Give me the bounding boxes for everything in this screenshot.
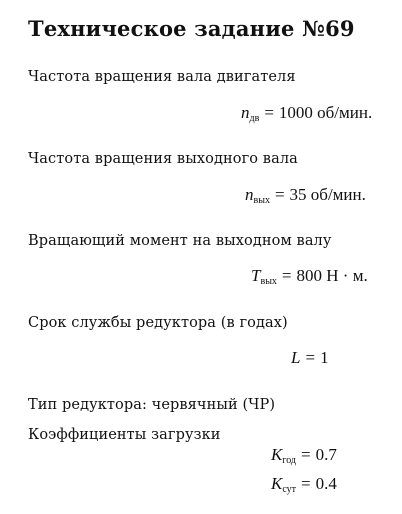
output-torque-value: 800 — [296, 266, 323, 285]
service-life-value: 1 — [320, 348, 329, 367]
equals-sign: = — [264, 103, 274, 122]
output-speed-label: Частота вращения выходного вала — [28, 151, 298, 167]
output-torque-label: Вращающий момент на выходном валу — [28, 233, 332, 249]
equals-sign: = — [281, 266, 292, 285]
motor-speed-label: Частота вращения вала двигателя — [28, 69, 296, 85]
equals-sign: = — [305, 348, 316, 367]
k-year-value: 0.7 — [315, 445, 337, 464]
output-speed-subscript: вых — [253, 195, 270, 206]
k-day-subscript: сут — [282, 484, 297, 495]
output-torque-symbol: T — [251, 266, 261, 285]
output-speed-formula — [245, 185, 366, 205]
page-title: Техническое задание №69 — [28, 16, 355, 41]
output-torque-formula — [251, 266, 368, 286]
k-day-value: 0.4 — [315, 474, 337, 493]
motor-speed-formula — [241, 103, 372, 123]
k-day-symbol: K — [271, 474, 283, 493]
gear-type-label: Тип редуктора: червячный (ЧР) — [28, 397, 276, 413]
motor-speed-symbol: n — [241, 103, 250, 122]
k-year-subscript: год — [282, 455, 296, 466]
output-speed-value: 35 — [289, 185, 307, 204]
motor-speed-unit: об/мин. — [317, 103, 373, 122]
output-torque-subscript: вых — [260, 276, 277, 287]
output-torque-unit: Н · м. — [326, 266, 368, 285]
load-coefficients-label: Коэффициенты загрузки — [28, 427, 221, 443]
equals-sign: = — [274, 185, 285, 204]
equals-sign: = — [301, 445, 311, 464]
service-life-formula — [291, 348, 329, 368]
output-speed-symbol: n — [245, 185, 254, 204]
k-year-symbol: K — [271, 445, 283, 464]
k-year-formula — [271, 445, 337, 465]
service-life-label: Срок службы редуктора (в годах) — [28, 315, 288, 331]
k-day-formula — [271, 474, 337, 494]
output-speed-unit: об/мин. — [310, 185, 366, 204]
motor-speed-value: 1000 — [278, 103, 313, 122]
equals-sign: = — [301, 474, 311, 493]
motor-speed-subscript: дв — [249, 113, 260, 124]
service-life-symbol: L — [291, 348, 301, 367]
